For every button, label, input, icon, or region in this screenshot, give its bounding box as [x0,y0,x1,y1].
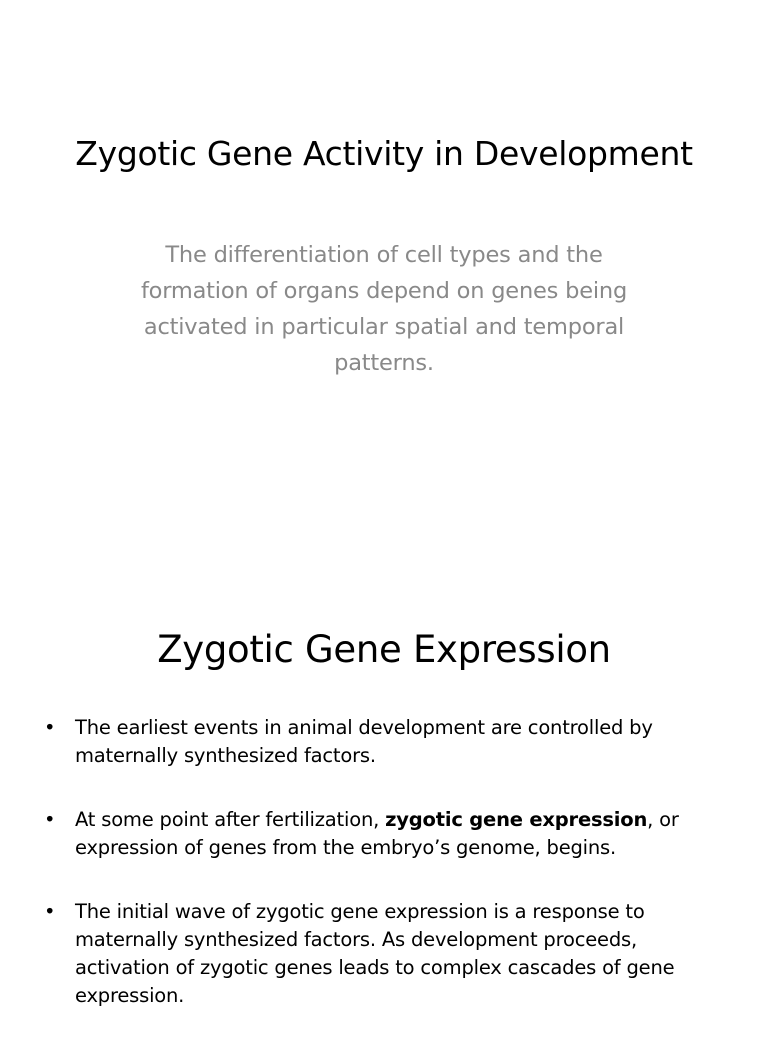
bullet-text-before: At some point after fertilization, [75,808,386,831]
bullet-icon: • [44,900,56,923]
bullet-item-2 [44,806,724,862]
bullet-text-bold-term: zygotic gene expression [385,808,648,831]
bullet-item-3 [44,898,724,1010]
slide-1-subtitle: The differentiation of cell types and the formation of organs depend on genes being activated in particular spatial and temporal patterns. [140,242,628,376]
bullet-text: The earliest events in animal development are controlled by maternally synthesized factors. [75,716,653,767]
bullet-icon: • [44,716,56,739]
bullet-item-1 [44,714,724,770]
bullet-text-after: , or expression of genes from the embryo’s genome, begins. [75,808,679,859]
slide-2 [0,576,768,1024]
slide-1-title: Zygotic Gene Activity in Development [75,134,693,173]
bullet-list [44,714,724,1046]
slide-2-title: Zygotic Gene Expression [157,628,611,671]
bullet-text: The initial wave of zygotic gene expression is a response to maternally synthesized factors. As development proceeds, activation of zygotic genes leads to complex cascades of gene expression. [75,900,675,1007]
bullet-icon: • [44,808,56,831]
